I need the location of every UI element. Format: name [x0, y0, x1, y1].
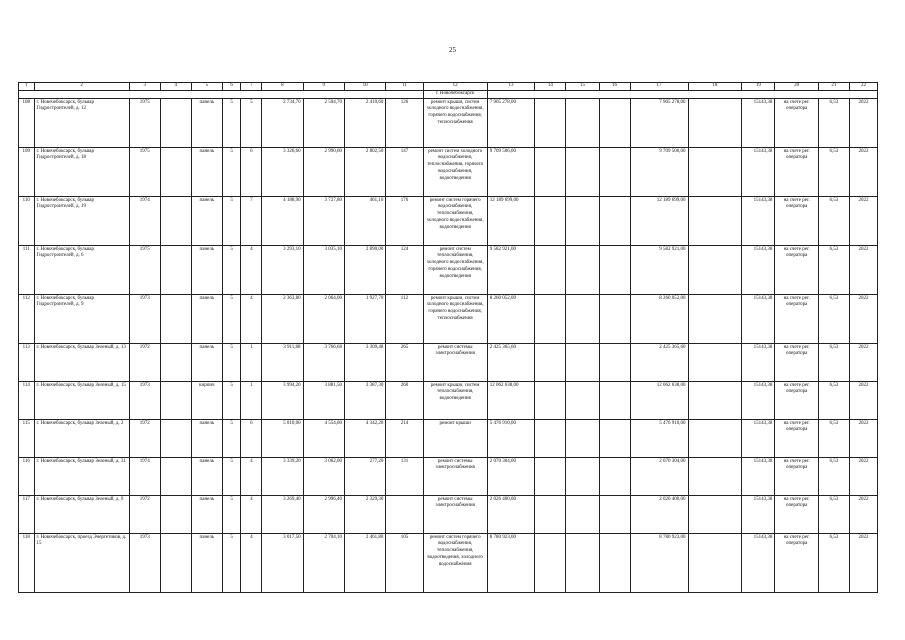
column-number-7: 7: [241, 83, 262, 91]
residential-area-cell: 2 890,00: [344, 245, 385, 294]
entrances-cell: 5: [241, 98, 262, 147]
table-row: [19, 533, 878, 592]
wall-material-cell: панель: [191, 98, 222, 147]
floors-cell: 5: [222, 147, 241, 196]
col15-cell: [566, 419, 599, 457]
column-number-11: 11: [386, 83, 423, 91]
row-number: 112: [19, 294, 35, 343]
total-cost-cell: 2 425 365,60: [487, 343, 535, 381]
residents-cell: 147: [386, 147, 423, 196]
address-cell: г. Новочебоксарск, проезд Энергетиков, д. 15: [34, 533, 129, 592]
table-row: [19, 294, 878, 343]
col15-cell: [566, 245, 599, 294]
column-number-1: 1: [19, 83, 35, 91]
residential-area-cell: 4 342,20: [344, 419, 385, 457]
column-number-6: 6: [222, 83, 241, 91]
living-area-cell: 3 766,68: [303, 343, 344, 381]
col18-cell: [688, 381, 742, 419]
address-cell: г. Новочебоксарск, бульвар Гидростроителей, д. 9: [34, 294, 129, 343]
residential-area-cell: 461,10: [344, 196, 385, 245]
col14-cell: [535, 98, 566, 147]
group-heading-spacer: [19, 90, 424, 98]
floors-cell: 5: [222, 381, 241, 419]
year-cell: 1973: [129, 294, 160, 343]
column-number-4: 4: [160, 83, 191, 91]
owner-cost-cell: 5 476 910,00: [630, 419, 688, 457]
plan-year-cell: 2022: [849, 419, 877, 457]
total-area-cell: 3 339,20: [262, 457, 303, 495]
col4-cell: [160, 343, 191, 381]
unit-cost-cell: 15143,38: [742, 457, 775, 495]
col16-cell: [599, 294, 630, 343]
residential-area-cell: 277,20: [344, 457, 385, 495]
col18-cell: [688, 196, 742, 245]
living-area-cell: 2 704,10: [303, 533, 344, 592]
col14-cell: [535, 147, 566, 196]
fund-method-cell: на счете рег. оператора: [775, 457, 818, 495]
residents-cell: 105: [386, 533, 423, 592]
row-number: 114: [19, 381, 35, 419]
col18-cell: [688, 533, 742, 592]
floors-cell: 5: [222, 495, 241, 533]
floors-cell: 5: [222, 343, 241, 381]
column-number-row: [19, 83, 878, 91]
col4-cell: [160, 245, 191, 294]
column-number-14: 14: [535, 83, 566, 91]
owner-cost-cell: 8 260 052,00: [630, 294, 688, 343]
table-row: [19, 98, 878, 147]
row-number: 111: [19, 245, 35, 294]
floors-cell: 5: [222, 98, 241, 147]
col4-cell: [160, 419, 191, 457]
works-cell: ремонт крыши, систем холодного водоснабжения, горячего водоснабжения, теплоснабжения: [423, 98, 487, 147]
col14-cell: [535, 196, 566, 245]
total-area-cell: 5 010,00: [262, 419, 303, 457]
total-area-cell: 2 363,80: [262, 294, 303, 343]
column-number-19: 19: [742, 83, 775, 91]
year-cell: 1973: [129, 381, 160, 419]
col14-cell: [535, 381, 566, 419]
total-area-cell: 3 326,60: [262, 147, 303, 196]
column-number-15: 15: [566, 83, 599, 91]
col18-cell: [688, 147, 742, 196]
column-number-17: 17: [630, 83, 688, 91]
fund-method-cell: на счете рег. оператора: [775, 98, 818, 147]
entrances-cell: 4: [241, 457, 262, 495]
works-cell: ремонт систем горячего водоснабжения, теплоснабжения, водоотведения, холодного водоснабжения: [423, 533, 487, 592]
address-cell: г. Новочебоксарск, бульвар Гидростроителей, д. 12: [34, 98, 129, 147]
floors-cell: 5: [222, 196, 241, 245]
address-cell: г. Новочебоксарск, бульвар Гидростроителей, д. 6: [34, 245, 129, 294]
column-number-16: 16: [599, 83, 630, 91]
living-area-cell: 3 035,10: [303, 245, 344, 294]
unit-cost-cell: 15143,38: [742, 381, 775, 419]
tariff-cell: 6,53: [818, 196, 849, 245]
wall-material-cell: панель: [191, 495, 222, 533]
tariff-cell: 6,53: [818, 245, 849, 294]
column-number-2: 2: [34, 83, 129, 91]
column-number-12: 12: [423, 83, 487, 91]
col18-cell: [688, 419, 742, 457]
group-heading-spacer: [487, 90, 877, 98]
row-number: 115: [19, 419, 35, 457]
col15-cell: [566, 98, 599, 147]
year-cell: 1974: [129, 196, 160, 245]
col18-cell: [688, 294, 742, 343]
residential-area-cell: 2 410,60: [344, 98, 385, 147]
living-area-cell: 3 727,80: [303, 196, 344, 245]
plan-year-cell: 2022: [849, 196, 877, 245]
living-area-cell: 4 554,00: [303, 419, 344, 457]
total-cost-cell: 12 062 638,00: [487, 381, 535, 419]
wall-material-cell: панель: [191, 147, 222, 196]
wall-material-cell: кирпич: [191, 381, 222, 419]
year-cell: 1972: [129, 419, 160, 457]
table-row: [19, 495, 878, 533]
owner-cost-cell: 9 582 921,00: [630, 245, 688, 294]
residential-area-cell: 3 309,48: [344, 343, 385, 381]
owner-cost-cell: 12 189 699,00: [630, 196, 688, 245]
col18-cell: [688, 245, 742, 294]
column-number-18: 18: [688, 83, 742, 91]
works-cell: ремонт крыши: [423, 419, 487, 457]
year-cell: 1975: [129, 245, 160, 294]
address-cell: г. Новочебоксарск, бульвар Гидростроителей, д. 19: [34, 196, 129, 245]
unit-cost-cell: 15143,38: [742, 196, 775, 245]
total-cost-cell: 7 905 278,00: [487, 98, 535, 147]
tariff-cell: 6,53: [818, 343, 849, 381]
fund-method-cell: на счете рег. оператора: [775, 343, 818, 381]
works-cell: ремонт системы электроснабжения: [423, 457, 487, 495]
unit-cost-cell: 15143,38: [742, 294, 775, 343]
fund-method-cell: на счете рег. оператора: [775, 147, 818, 196]
entrances-cell: 7: [241, 196, 262, 245]
table-row: [19, 381, 878, 419]
residents-cell: 260: [386, 381, 423, 419]
residents-cell: [386, 495, 423, 533]
column-number-20: 20: [775, 83, 818, 91]
col16-cell: [599, 343, 630, 381]
floors-cell: 5: [222, 457, 241, 495]
col4-cell: [160, 381, 191, 419]
residential-area-cell: 2 329,30: [344, 495, 385, 533]
col4-cell: [160, 196, 191, 245]
table-row: [19, 419, 878, 457]
address-cell: г. Новочебоксарск, бульвар Зеленый, д. 9: [34, 495, 129, 533]
col15-cell: [566, 196, 599, 245]
unit-cost-cell: 15143,38: [742, 419, 775, 457]
residential-area-cell: 2 461,80: [344, 533, 385, 592]
fund-method-cell: на счете рег. оператора: [775, 419, 818, 457]
column-number-3: 3: [129, 83, 160, 91]
column-number-21: 21: [818, 83, 849, 91]
residents-cell: 126: [386, 98, 423, 147]
fund-method-cell: на счете рег. оператора: [775, 495, 818, 533]
col18-cell: [688, 343, 742, 381]
living-area-cell: 3 062,00: [303, 457, 344, 495]
residents-cell: 176: [386, 196, 423, 245]
col15-cell: [566, 343, 599, 381]
col16-cell: [599, 495, 630, 533]
col4-cell: [160, 533, 191, 592]
fund-method-cell: на счете рег. оператора: [775, 294, 818, 343]
wall-material-cell: панель: [191, 457, 222, 495]
works-cell: ремонт системы электроснабжения: [423, 495, 487, 533]
table-row: [19, 245, 878, 294]
total-area-cell: 3 269,40: [262, 495, 303, 533]
residents-cell: 112: [386, 294, 423, 343]
living-area-cell: 3 881,50: [303, 381, 344, 419]
col16-cell: [599, 147, 630, 196]
col15-cell: [566, 495, 599, 533]
col16-cell: [599, 533, 630, 592]
entrances-cell: 4: [241, 245, 262, 294]
col14-cell: [535, 245, 566, 294]
plan-year-cell: 2022: [849, 245, 877, 294]
plan-year-cell: 2022: [849, 533, 877, 592]
year-cell: 1973: [129, 533, 160, 592]
works-cell: ремонт систем теплоснабжения, холодного водоснабжения, горячего водоснабжения, водоотведения: [423, 245, 487, 294]
fund-method-cell: на счете рег. оператора: [775, 533, 818, 592]
total-area-cell: 3 994,20: [262, 381, 303, 419]
floors-cell: 5: [222, 419, 241, 457]
total-area-cell: 3 911,88: [262, 343, 303, 381]
column-number-8: 8: [262, 83, 303, 91]
column-number-5: 5: [191, 83, 222, 91]
tariff-cell: 6,53: [818, 294, 849, 343]
address-cell: г. Новочебоксарск, бульвар Зеленый, д. 31: [34, 457, 129, 495]
entrances-cell: 4: [241, 533, 262, 592]
living-area-cell: 2 504,70: [303, 98, 344, 147]
floors-cell: 5: [222, 245, 241, 294]
entrances-cell: 1: [241, 343, 262, 381]
tariff-cell: 6,53: [818, 98, 849, 147]
plan-year-cell: 2022: [849, 294, 877, 343]
wall-material-cell: панель: [191, 533, 222, 592]
tariff-cell: 6,53: [818, 495, 849, 533]
year-cell: 1974: [129, 457, 160, 495]
address-cell: г. Новочебоксарск, бульвар Гидростроителей, д. 18: [34, 147, 129, 196]
plan-year-cell: 2022: [849, 343, 877, 381]
unit-cost-cell: 15143,38: [742, 245, 775, 294]
works-cell: ремонт систем холодного водоснабжения, теплоснабжения, горячего водоснабжения, водоотведения: [423, 147, 487, 196]
col4-cell: [160, 294, 191, 343]
row-number: 113: [19, 343, 35, 381]
fund-method-cell: на счете рег. оператора: [775, 196, 818, 245]
capital-repair-table: [18, 82, 878, 593]
tariff-cell: 6,53: [818, 533, 849, 592]
col15-cell: [566, 381, 599, 419]
row-number: 118: [19, 533, 35, 592]
works-cell: ремонт крыши, систем теплоснабжения, водоотведения: [423, 381, 487, 419]
plan-year-cell: 2022: [849, 381, 877, 419]
col16-cell: [599, 245, 630, 294]
living-area-cell: 2 064,00: [303, 294, 344, 343]
owner-cost-cell: 9 709 506,00: [630, 147, 688, 196]
col18-cell: [688, 98, 742, 147]
unit-cost-cell: 15143,38: [742, 495, 775, 533]
owner-cost-cell: 2 026 400,00: [630, 495, 688, 533]
plan-year-cell: 2022: [849, 495, 877, 533]
unit-cost-cell: 15143,38: [742, 147, 775, 196]
col14-cell: [535, 457, 566, 495]
col18-cell: [688, 457, 742, 495]
col18-cell: [688, 495, 742, 533]
residential-area-cell: 3 387,30: [344, 381, 385, 419]
address-cell: г. Новочебоксарск, бульвар Зеленый, д. 15: [34, 381, 129, 419]
living-area-cell: 2 996,40: [303, 495, 344, 533]
works-cell: ремонт крыши, систем холодного водоснабжения, горячего водоснабжения, теплоснабжения: [423, 294, 487, 343]
total-area-cell: 2 734,70: [262, 98, 303, 147]
row-number: 116: [19, 457, 35, 495]
col4-cell: [160, 457, 191, 495]
residents-cell: 265: [386, 343, 423, 381]
col4-cell: [160, 147, 191, 196]
total-cost-cell: 9 582 921,00: [487, 245, 535, 294]
total-cost-cell: 5 476 910,00: [487, 419, 535, 457]
column-number-9: 9: [303, 83, 344, 91]
page-number: 25: [449, 46, 456, 54]
wall-material-cell: панель: [191, 294, 222, 343]
entrances-cell: 4: [241, 495, 262, 533]
total-cost-cell: 8 780 923,00: [487, 533, 535, 592]
table-row: [19, 147, 878, 196]
row-number: 117: [19, 495, 35, 533]
plan-year-cell: 2022: [849, 98, 877, 147]
col14-cell: [535, 343, 566, 381]
tariff-cell: 6,53: [818, 419, 849, 457]
col16-cell: [599, 98, 630, 147]
col15-cell: [566, 533, 599, 592]
col14-cell: [535, 533, 566, 592]
total-area-cell: 3 293,10: [262, 245, 303, 294]
table-row: [19, 457, 878, 495]
wall-material-cell: панель: [191, 196, 222, 245]
col15-cell: [566, 147, 599, 196]
total-area-cell: 4 188,90: [262, 196, 303, 245]
entrances-cell: 1: [241, 381, 262, 419]
owner-cost-cell: 12 062 638,00: [630, 381, 688, 419]
residents-cell: 214: [386, 419, 423, 457]
wall-material-cell: панель: [191, 245, 222, 294]
row-number: 109: [19, 147, 35, 196]
entrances-cell: 4: [241, 294, 262, 343]
fund-method-cell: на счете рег. оператора: [775, 381, 818, 419]
plan-year-cell: 2022: [849, 147, 877, 196]
total-cost-cell: 2 026 400,00: [487, 495, 535, 533]
total-cost-cell: 2 070 304,00: [487, 457, 535, 495]
address-cell: г. Новочебоксарск, бульвар Зеленый, д. 2: [34, 419, 129, 457]
year-cell: 1975: [129, 98, 160, 147]
total-cost-cell: 9 709 506,00: [487, 147, 535, 196]
col16-cell: [599, 196, 630, 245]
owner-cost-cell: 7 905 278,00: [630, 98, 688, 147]
col16-cell: [599, 457, 630, 495]
table-row: [19, 343, 878, 381]
plan-year-cell: 2022: [849, 457, 877, 495]
tariff-cell: 6,53: [818, 457, 849, 495]
group-heading: г. Новочебоксарск: [423, 90, 487, 98]
col16-cell: [599, 381, 630, 419]
residential-area-cell: 2 802,50: [344, 147, 385, 196]
row-number: 110: [19, 196, 35, 245]
row-number: 108: [19, 98, 35, 147]
wall-material-cell: панель: [191, 343, 222, 381]
living-area-cell: 2 990,60: [303, 147, 344, 196]
col15-cell: [566, 457, 599, 495]
residents-cell: 131: [386, 457, 423, 495]
col15-cell: [566, 294, 599, 343]
floors-cell: 5: [222, 294, 241, 343]
column-number-22: 22: [849, 83, 877, 91]
year-cell: 1972: [129, 495, 160, 533]
year-cell: 1972: [129, 343, 160, 381]
address-cell: г. Новочебоксарск, бульвар Зеленый, д. 13: [34, 343, 129, 381]
col16-cell: [599, 419, 630, 457]
unit-cost-cell: 15143,38: [742, 98, 775, 147]
residential-area-cell: 1 927,70: [344, 294, 385, 343]
column-number-13: 13: [487, 83, 535, 91]
year-cell: 1975: [129, 147, 160, 196]
entrances-cell: 6: [241, 147, 262, 196]
table-row: [19, 196, 878, 245]
unit-cost-cell: 15143,38: [742, 343, 775, 381]
col4-cell: [160, 495, 191, 533]
residents-cell: 124: [386, 245, 423, 294]
total-cost-cell: 12 189 699,00: [487, 196, 535, 245]
column-number-10: 10: [344, 83, 385, 91]
wall-material-cell: панель: [191, 419, 222, 457]
col14-cell: [535, 419, 566, 457]
total-area-cell: 3 017,50: [262, 533, 303, 592]
col14-cell: [535, 294, 566, 343]
total-cost-cell: 8 260 052,00: [487, 294, 535, 343]
tariff-cell: 6,53: [818, 147, 849, 196]
works-cell: ремонт систем горячего водоснабжения, теплоснабжения, холодного водоснабжения, водоотведения: [423, 196, 487, 245]
entrances-cell: 6: [241, 419, 262, 457]
col14-cell: [535, 495, 566, 533]
unit-cost-cell: 15143,38: [742, 533, 775, 592]
col4-cell: [160, 98, 191, 147]
floors-cell: 5: [222, 533, 241, 592]
owner-cost-cell: 2 070 304,00: [630, 457, 688, 495]
fund-method-cell: на счете рег. оператора: [775, 245, 818, 294]
owner-cost-cell: 8 780 923,00: [630, 533, 688, 592]
works-cell: ремонт системы электроснабжения: [423, 343, 487, 381]
tariff-cell: 6,53: [818, 381, 849, 419]
group-heading-row: [19, 90, 878, 98]
owner-cost-cell: 2 425 365,60: [630, 343, 688, 381]
